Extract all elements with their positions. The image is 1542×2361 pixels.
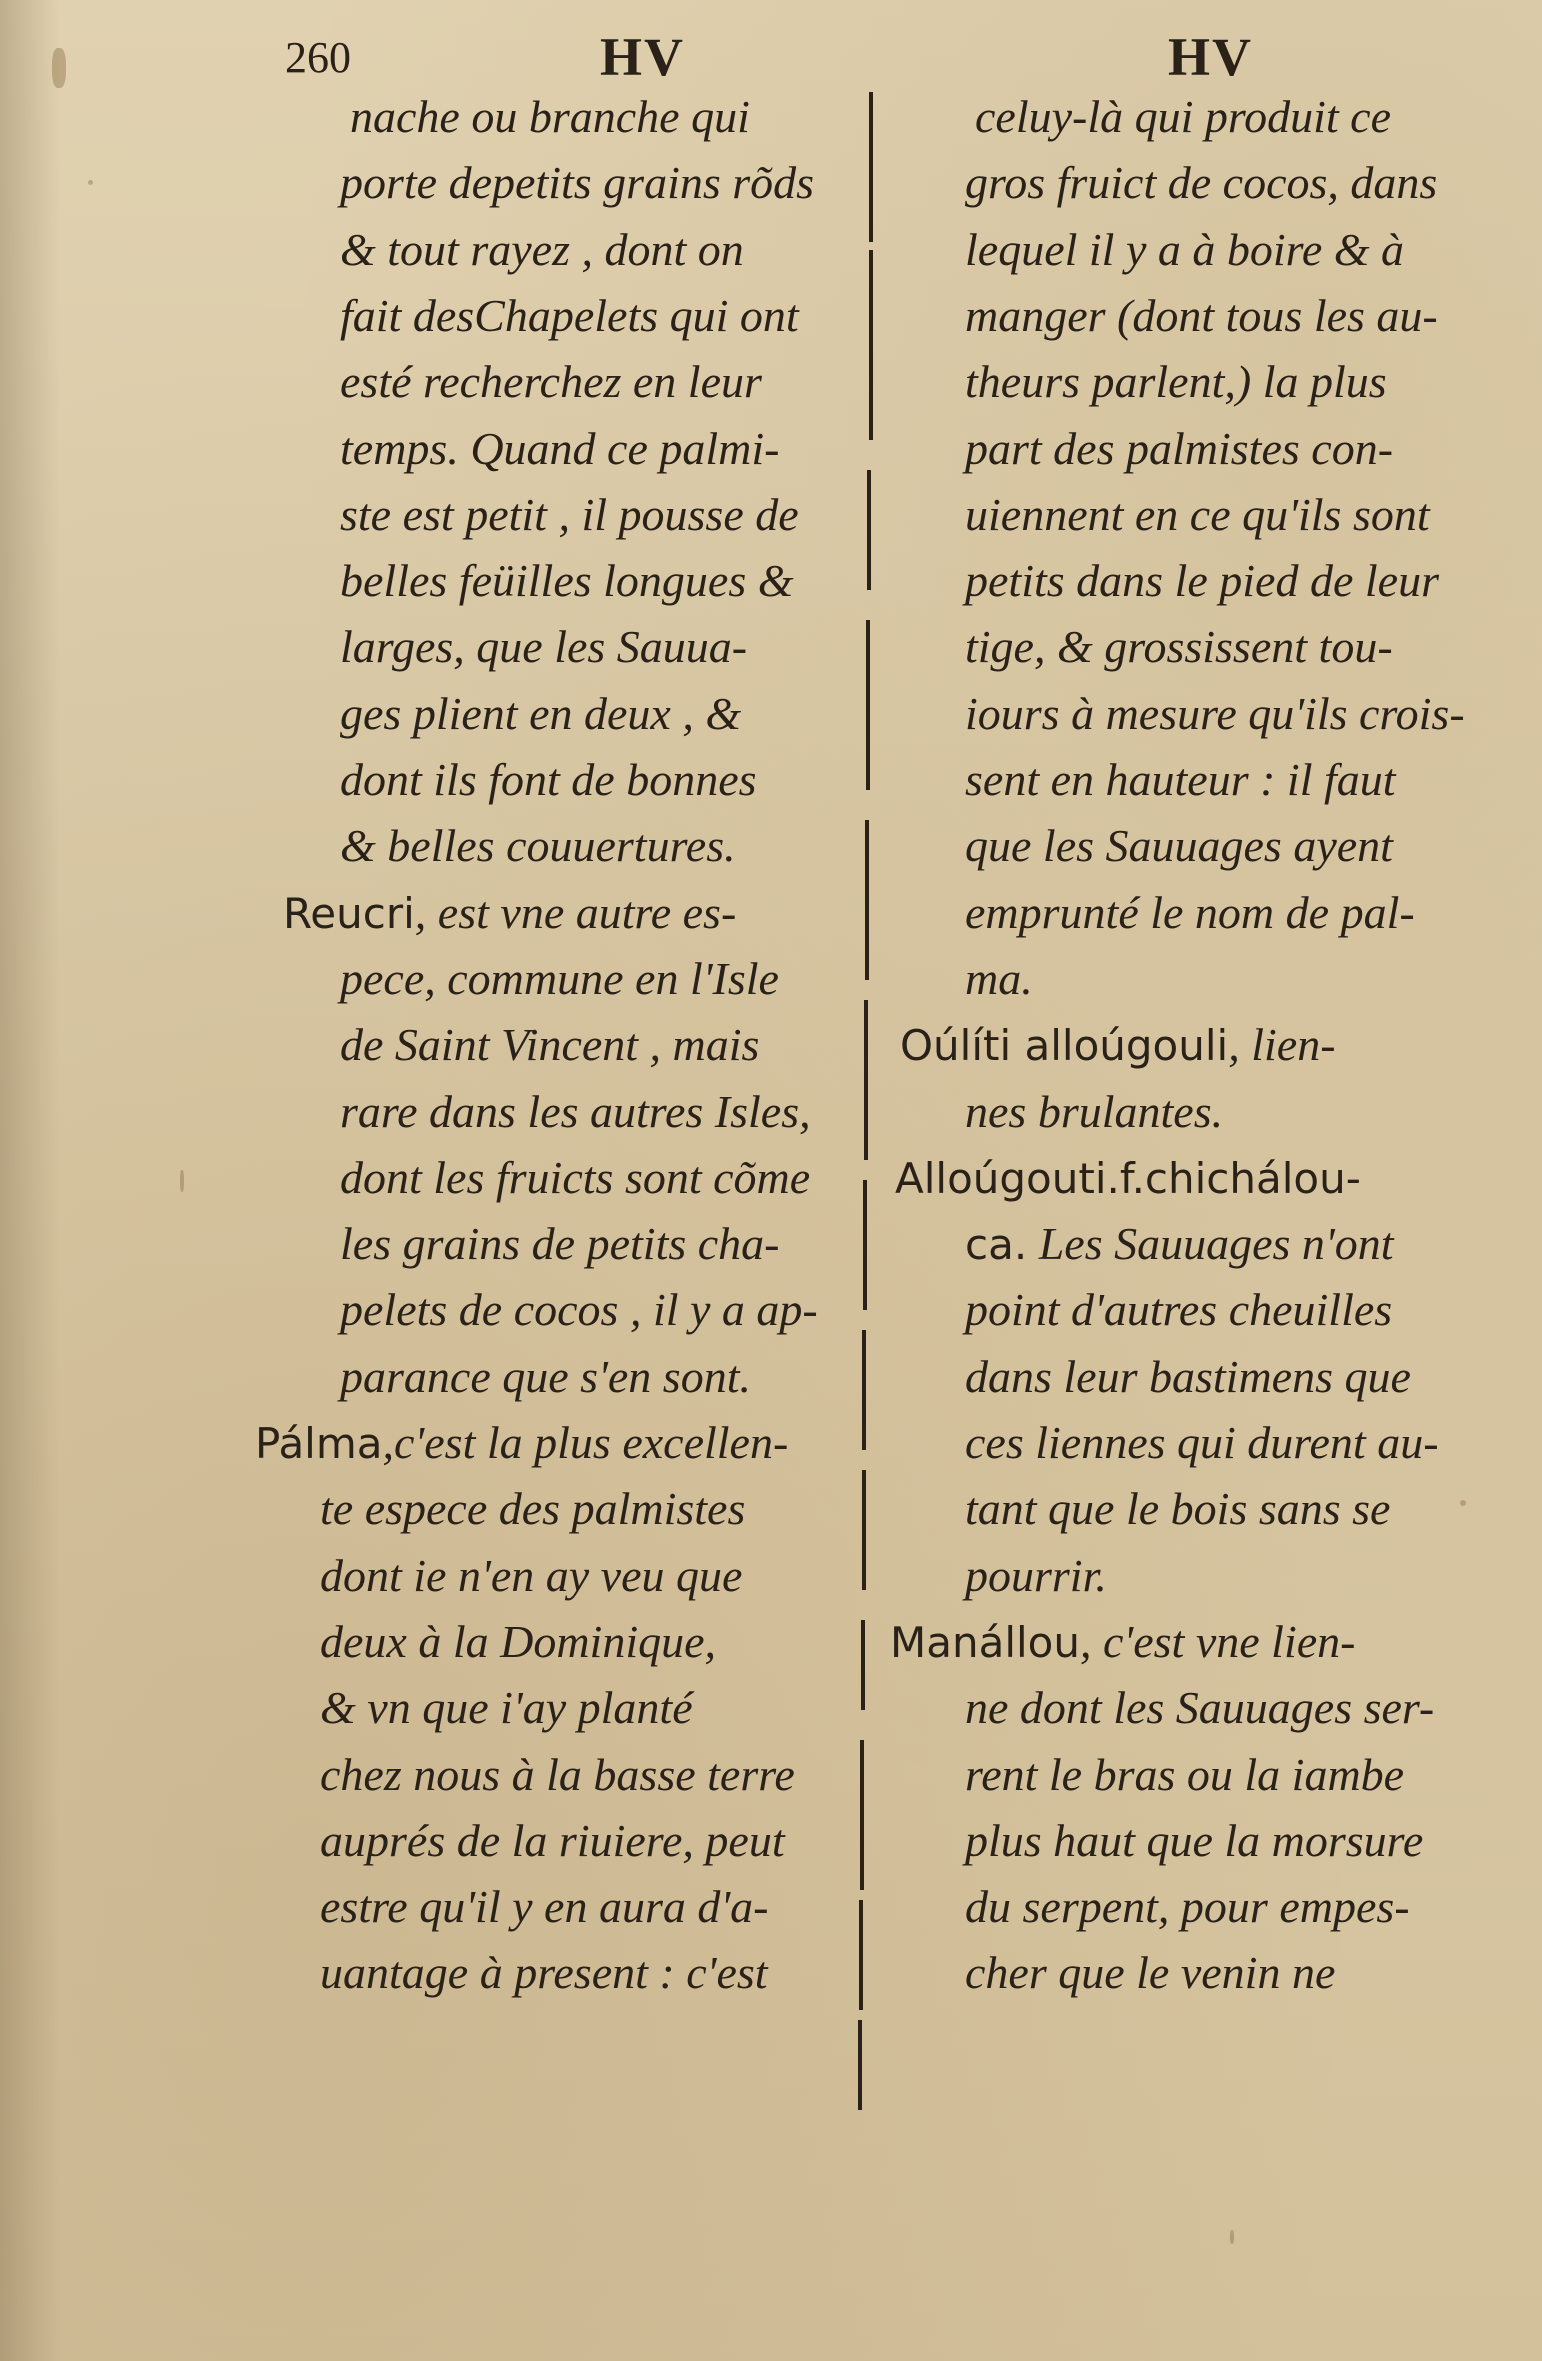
text-line	[340, 946, 779, 1012]
text-line	[965, 1874, 1410, 1940]
text-line	[340, 482, 799, 548]
text-line	[975, 84, 1391, 150]
divider-segment	[863, 1180, 867, 1310]
line-text: rent le bras ou la iambe	[965, 1748, 1405, 1800]
line-text: tant que le bois sans se	[965, 1483, 1391, 1535]
text-line	[320, 1476, 745, 1542]
text-line	[340, 813, 736, 879]
line-text: , est vne autre es-	[414, 886, 737, 938]
text-line	[340, 1211, 780, 1277]
line-text: estre qu'il y en aura d'a-	[320, 1881, 769, 1933]
line-text: uantage à present : c'est	[320, 1947, 768, 1999]
ink-speck	[1460, 1500, 1466, 1506]
line-text: dont les fruicts sont cõme	[340, 1151, 811, 1203]
text-line	[965, 1940, 1335, 2006]
line-text: plus haut que la morsure	[965, 1814, 1424, 1866]
line-text: part des palmistes con-	[965, 422, 1394, 474]
text-line	[965, 1410, 1439, 1476]
line-text: Les Sauuages n'ont	[1027, 1218, 1394, 1270]
text-line	[965, 1808, 1423, 1874]
line-text: te espece des palmistes	[320, 1483, 746, 1535]
line-text: esté recherchez en leur	[340, 356, 762, 408]
line-text: du serpent, pour empes-	[965, 1881, 1410, 1933]
divider-segment	[869, 92, 873, 242]
entry-headword: Alloúgouti.f.chichálou-	[895, 1153, 1361, 1203]
text-line	[965, 614, 1393, 680]
line-text: , lien-	[1228, 1019, 1336, 1071]
text-line	[965, 1543, 1107, 1609]
text-line	[965, 747, 1396, 813]
line-text: ne dont les Sauuages ser-	[965, 1682, 1435, 1734]
line-text: ges plient en deux , &	[340, 687, 742, 739]
text-line	[340, 1012, 759, 1078]
text-line	[350, 84, 750, 150]
line-text: porte depetits grains rõds	[340, 157, 815, 209]
ink-speck	[180, 1170, 184, 1192]
line-text: tige, & grossissent tou-	[965, 621, 1393, 673]
line-text: temps. Quand ce palmi-	[340, 422, 780, 474]
text-line	[340, 349, 762, 415]
text-line	[965, 482, 1430, 548]
text-line	[965, 150, 1437, 216]
line-text: point d'autres cheuilles	[965, 1284, 1393, 1336]
ink-speck	[88, 180, 93, 185]
line-text: larges, que les Sauua-	[340, 621, 748, 673]
line-text: pece, commune en l'Isle	[340, 952, 779, 1004]
line-text: lequel il y a à boire & à	[965, 223, 1405, 275]
line-text: deux à la Dominique,	[320, 1615, 717, 1667]
entry-headword: ca.	[965, 1220, 1028, 1270]
text-line	[965, 283, 1438, 349]
text-line	[895, 1145, 1361, 1211]
text-line	[965, 880, 1415, 946]
text-line	[965, 349, 1387, 415]
text-line	[340, 747, 757, 813]
divider-segment	[866, 620, 870, 790]
entry-headword: Manállou	[890, 1617, 1080, 1667]
line-text: petits dans le pied de leur	[965, 555, 1439, 607]
text-line	[320, 1874, 769, 1940]
divider-segment	[864, 1000, 868, 1160]
text-line	[340, 1079, 811, 1145]
entry-headword: Oúlíti alloúgouli	[900, 1021, 1229, 1071]
line-text: dont ie n'en ay veu que	[320, 1549, 743, 1601]
text-line	[965, 813, 1393, 879]
line-text: chez nous à la basse terre	[320, 1748, 795, 1800]
line-text: que les Sauuages ayent	[965, 820, 1393, 872]
line-text: pelets de cocos , il y a ap-	[340, 1284, 818, 1336]
line-text: les grains de petits cha-	[340, 1218, 780, 1270]
line-text: nes brulantes.	[965, 1085, 1224, 1137]
line-text: auprés de la riuiere, peut	[320, 1814, 785, 1866]
text-line	[283, 880, 736, 946]
line-text: cher que le venin ne	[965, 1947, 1336, 1999]
text-line	[965, 1211, 1394, 1277]
line-text: emprunté le nom de pal-	[965, 886, 1415, 938]
text-line	[320, 1742, 795, 1808]
text-line	[340, 1344, 751, 1410]
line-text: sent en hauteur : il faut	[965, 754, 1396, 805]
divider-segment	[860, 1740, 864, 1890]
divider-segment	[858, 2020, 862, 2110]
divider-segment	[861, 1620, 865, 1710]
line-text: theurs parlent,) la plus	[965, 356, 1387, 408]
text-line	[965, 681, 1465, 747]
line-text: de Saint Vincent , mais	[340, 1019, 760, 1071]
ink-speck	[1230, 2230, 1234, 2244]
line-text: rare dans les autres Isles,	[340, 1085, 811, 1137]
line-text: fait desChapelets qui ont	[340, 289, 799, 341]
text-line	[900, 1012, 1336, 1078]
entry-headword: Reucri	[283, 888, 415, 938]
divider-segment	[862, 1470, 866, 1590]
line-text: ma.	[965, 952, 1033, 1004]
running-head-right: HV	[1168, 27, 1253, 87]
divider-segment	[859, 1900, 863, 2010]
text-line	[320, 1543, 742, 1609]
line-text: manger (dont tous les au-	[965, 289, 1438, 341]
line-text: pourrir.	[965, 1549, 1107, 1601]
line-text: iours à mesure qu'ils crois-	[965, 687, 1465, 739]
divider-segment	[869, 250, 873, 440]
line-text: & belles couuertures.	[340, 820, 736, 872]
text-line	[340, 150, 814, 216]
line-text: dont ils font de bonnes	[340, 754, 757, 805]
text-line	[320, 1808, 785, 1874]
text-line	[255, 1410, 788, 1476]
entry-headword: Pálma	[255, 1419, 383, 1468]
text-line	[320, 1609, 716, 1675]
page-number: 260	[285, 33, 351, 82]
line-text: uiennent en ce qu'ils sont	[965, 488, 1430, 540]
text-line	[965, 1344, 1411, 1410]
line-text: celuy-là qui produit ce	[975, 91, 1391, 142]
divider-segment	[865, 820, 869, 980]
line-text: & vn que i'ay planté	[320, 1682, 693, 1734]
text-line	[965, 1675, 1434, 1741]
text-line	[320, 1940, 768, 2006]
text-line	[340, 283, 799, 349]
text-line	[965, 1079, 1223, 1145]
text-line	[965, 946, 1033, 1012]
line-text: ces liennes qui durent au-	[965, 1417, 1439, 1468]
text-line	[340, 416, 779, 482]
line-text: belles feüilles longues &	[340, 555, 794, 607]
text-line	[340, 1145, 810, 1211]
text-line	[965, 217, 1404, 283]
text-line	[340, 548, 794, 614]
text-line	[320, 1675, 693, 1741]
line-text: parance que s'en sont.	[340, 1350, 751, 1402]
text-line	[965, 1476, 1390, 1542]
text-line	[890, 1609, 1355, 1675]
line-text: ste est petit , il pousse de	[340, 488, 799, 540]
line-text: , c'est vne lien-	[1079, 1615, 1356, 1667]
line-text: dans leur bastimens que	[965, 1350, 1411, 1402]
text-line	[340, 681, 741, 747]
line-text: & tout rayez , dont on	[340, 223, 744, 275]
text-line	[340, 614, 747, 680]
divider-segment	[862, 1330, 866, 1450]
text-line	[965, 416, 1393, 482]
text-line	[965, 1742, 1404, 1808]
divider-segment	[867, 470, 871, 590]
ink-stain	[52, 48, 66, 88]
line-text: gros fruict de cocos, dans	[965, 157, 1438, 209]
line-text: ,c'est la plus excellen-	[382, 1417, 789, 1468]
text-line	[965, 1277, 1392, 1343]
running-head-left: HV	[600, 27, 685, 87]
text-line	[965, 548, 1439, 614]
page-fold-shadow	[0, 0, 60, 2361]
text-line	[340, 1277, 818, 1343]
line-text: nache ou branche qui	[350, 91, 750, 142]
text-line	[340, 217, 744, 283]
